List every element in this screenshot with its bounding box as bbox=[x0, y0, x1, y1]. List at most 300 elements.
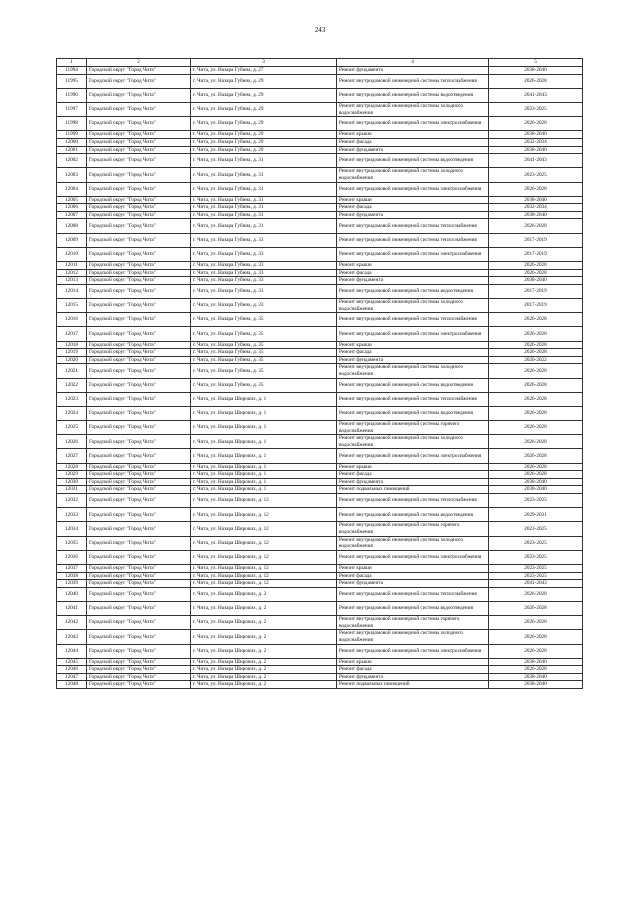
work-type-cell: Ремонт фасада bbox=[337, 349, 489, 357]
work-type-cell: Ремонт внутридомовой инженерной системы водоотведения bbox=[337, 378, 489, 392]
municipality-cell: Городской округ "Город Чита" bbox=[87, 673, 191, 681]
municipality-cell: Городской округ "Город Чита" bbox=[87, 421, 191, 435]
table-row bbox=[57, 211, 583, 219]
period-cell: 2023-2025 bbox=[489, 564, 583, 572]
municipality-cell: Городской округ "Город Чита" bbox=[87, 349, 191, 357]
table-row bbox=[57, 550, 583, 564]
municipality-cell: Городской округ "Город Чита" bbox=[87, 88, 191, 102]
period-cell: 2026-2028 bbox=[489, 313, 583, 327]
municipality-cell: Городской округ "Город Чита" bbox=[87, 117, 191, 131]
period-cell: 2026-2028 bbox=[489, 587, 583, 601]
table-row bbox=[57, 356, 583, 364]
municipality-cell: Городской округ "Город Чита" bbox=[87, 435, 191, 449]
address-cell: г. Чита, ул. Назара Широких, д. 1 bbox=[191, 486, 337, 494]
work-type-cell: Ремонт крыши bbox=[337, 658, 489, 666]
work-type-cell: Ремонт внутридомовой инженерной системы горячего водоснабжения bbox=[337, 522, 489, 536]
work-type-cell: Ремонт внутридомовой инженерной системы электроснабжения bbox=[337, 327, 489, 341]
table-row bbox=[57, 131, 583, 139]
address-cell: г. Чита, ул. Назара Губина, д. 31 bbox=[191, 204, 337, 212]
work-type-cell: Ремонт внутридомовой инженерной системы водоотведения bbox=[337, 601, 489, 615]
address-cell: г. Чита, ул. Назара Губина, д. 33 bbox=[191, 284, 337, 298]
table-row bbox=[57, 644, 583, 658]
address-cell: г. Чита, ул. Назара Губина, д. 35 bbox=[191, 313, 337, 327]
work-type-cell: Ремонт внутридомовой инженерной системы холодного водоснабжения bbox=[337, 435, 489, 449]
address-cell: г. Чита, ул. Назара Широких, д. 2 bbox=[191, 673, 337, 681]
address-cell: г. Чита, ул. Назара Губина, д. 33 bbox=[191, 299, 337, 313]
work-type-cell: Ремонт крыши bbox=[337, 463, 489, 471]
work-type-cell: Ремонт крыши bbox=[337, 131, 489, 139]
address-cell: г. Чита, ул. Назара Широких, д. 1 bbox=[191, 478, 337, 486]
record-number-cell: 12001 bbox=[57, 146, 87, 154]
municipality-cell: Городской округ "Город Чита" bbox=[87, 262, 191, 270]
municipality-cell: Городской округ "Город Чита" bbox=[87, 666, 191, 674]
municipality-cell: Городской округ "Город Чита" bbox=[87, 204, 191, 212]
address-cell: г. Чита, ул. Назара Губина, д. 35 bbox=[191, 349, 337, 357]
table-row bbox=[57, 681, 583, 689]
record-number-cell: 12031 bbox=[57, 486, 87, 494]
record-number-cell: 12018 bbox=[57, 341, 87, 349]
work-type-cell: Ремонт фасада bbox=[337, 204, 489, 212]
record-number-cell: 11994 bbox=[57, 67, 87, 75]
record-number-cell: 12048 bbox=[57, 681, 87, 689]
period-cell: 2038-2040 bbox=[489, 131, 583, 139]
municipality-cell: Городской округ "Город Чита" bbox=[87, 364, 191, 378]
table-row bbox=[57, 601, 583, 615]
work-type-cell: Ремонт внутридомовой инженерной системы водоотведения bbox=[337, 154, 489, 168]
table-row bbox=[57, 313, 583, 327]
record-number-cell: 12028 bbox=[57, 463, 87, 471]
table-row bbox=[57, 666, 583, 674]
record-number-cell: 12047 bbox=[57, 673, 87, 681]
table-row bbox=[57, 406, 583, 420]
work-type-cell: Ремонт внутридомовой инженерной системы электроснабжения bbox=[337, 182, 489, 196]
record-number-cell: 12042 bbox=[57, 616, 87, 630]
page-number: 243 bbox=[314, 26, 326, 34]
record-number-cell: 12043 bbox=[57, 630, 87, 644]
municipality-cell: Городской округ "Город Чита" bbox=[87, 508, 191, 522]
period-cell: 2026-2028 bbox=[489, 421, 583, 435]
record-number-cell: 12026 bbox=[57, 435, 87, 449]
work-type-cell: Ремонт внутридомовой инженерной системы водоотведения bbox=[337, 508, 489, 522]
municipality-cell: Городской округ "Город Чита" bbox=[87, 299, 191, 313]
work-type-cell: Ремонт подвальных помещений bbox=[337, 486, 489, 494]
record-number-cell: 12025 bbox=[57, 421, 87, 435]
table-row bbox=[57, 630, 583, 644]
period-cell: 2038-2040 bbox=[489, 211, 583, 219]
period-cell: 2026-2028 bbox=[489, 406, 583, 420]
period-cell: 2026-2028 bbox=[489, 262, 583, 270]
work-type-cell: Ремонт внутридомовой инженерной системы электроснабжения bbox=[337, 550, 489, 564]
municipality-cell: Городской округ "Город Чита" bbox=[87, 522, 191, 536]
work-type-cell: Ремонт фундамента bbox=[337, 211, 489, 219]
address-cell: г. Чита, ул. Назара Губина, д. 27 bbox=[191, 67, 337, 75]
address-cell: г. Чита, ул. Назара Широких, д. 2 bbox=[191, 601, 337, 615]
municipality-cell: Городской округ "Город Чита" bbox=[87, 196, 191, 204]
period-cell: 2026-2028 bbox=[489, 117, 583, 131]
period-cell: 2026-2028 bbox=[489, 449, 583, 463]
table-row bbox=[57, 392, 583, 406]
address-cell: г. Чита, ул. Назара Губина, д. 33 bbox=[191, 277, 337, 285]
record-number-cell: 12011 bbox=[57, 262, 87, 270]
work-type-cell: Ремонт фасада bbox=[337, 138, 489, 146]
municipality-cell: Городской округ "Город Чита" bbox=[87, 463, 191, 471]
period-cell: 2038-2040 bbox=[489, 486, 583, 494]
period-cell: 2032-2034 bbox=[489, 204, 583, 212]
record-number-cell: 12019 bbox=[57, 349, 87, 357]
table-row bbox=[57, 102, 583, 116]
municipality-cell: Городской округ "Город Чита" bbox=[87, 313, 191, 327]
address-cell: г. Чита, ул. Назара Губина, д. 31 bbox=[191, 196, 337, 204]
table-row bbox=[57, 269, 583, 277]
municipality-cell: Городской округ "Город Чита" bbox=[87, 138, 191, 146]
municipality-cell: Городской округ "Город Чита" bbox=[87, 630, 191, 644]
table-row bbox=[57, 327, 583, 341]
table-row bbox=[57, 146, 583, 154]
period-cell: 2026-2028 bbox=[489, 349, 583, 357]
record-number-cell: 12037 bbox=[57, 564, 87, 572]
record-number-cell: 12046 bbox=[57, 666, 87, 674]
work-type-cell: Ремонт внутридомовой инженерной системы холодного водоснабжения bbox=[337, 536, 489, 550]
work-type-cell: Ремонт фасада bbox=[337, 471, 489, 479]
municipality-cell: Городской округ "Город Чита" bbox=[87, 550, 191, 564]
table-row bbox=[57, 508, 583, 522]
municipality-cell: Городской округ "Город Чита" bbox=[87, 478, 191, 486]
period-cell: 2017-2019 bbox=[489, 233, 583, 247]
municipality-cell: Городской округ "Город Чита" bbox=[87, 356, 191, 364]
table-row bbox=[57, 219, 583, 233]
municipality-cell: Городской округ "Город Чита" bbox=[87, 564, 191, 572]
address-cell: г. Чита, ул. Назара Широких, д. 2 bbox=[191, 666, 337, 674]
table-row bbox=[57, 168, 583, 182]
address-cell: г. Чита, ул. Назара Губина, д. 29 bbox=[191, 131, 337, 139]
municipality-cell: Городской округ "Город Чита" bbox=[87, 277, 191, 285]
period-cell: 2017-2019 bbox=[489, 299, 583, 313]
record-number-cell: 12015 bbox=[57, 299, 87, 313]
work-type-cell: Ремонт внутридомовой инженерной системы теплоснабжения bbox=[337, 233, 489, 247]
address-cell: г. Чита, ул. Назара Губина, д. 31 bbox=[191, 219, 337, 233]
table-row bbox=[57, 378, 583, 392]
municipality-cell: Городской округ "Город Чита" bbox=[87, 327, 191, 341]
address-cell: г. Чита, ул. Назара Губина, д. 35 bbox=[191, 364, 337, 378]
municipality-cell: Городской округ "Город Чита" bbox=[87, 406, 191, 420]
record-number-cell: 12024 bbox=[57, 406, 87, 420]
municipality-cell: Городской округ "Город Чита" bbox=[87, 536, 191, 550]
work-type-cell: Ремонт внутридомовой инженерной системы электроснабжения bbox=[337, 247, 489, 261]
work-type-cell: Ремонт внутридомовой инженерной системы водоотведения bbox=[337, 284, 489, 298]
municipality-cell: Городской округ "Город Чита" bbox=[87, 681, 191, 689]
table-row bbox=[57, 486, 583, 494]
table-row bbox=[57, 277, 583, 285]
municipality-cell: Городской округ "Город Чита" bbox=[87, 211, 191, 219]
address-cell: г. Чита, ул. Назара Губина, д. 29 bbox=[191, 88, 337, 102]
municipality-cell: Городской округ "Город Чита" bbox=[87, 471, 191, 479]
column-header: 4 bbox=[337, 59, 489, 67]
column-header: 5 bbox=[489, 59, 583, 67]
record-number-cell: 11998 bbox=[57, 117, 87, 131]
table-row bbox=[57, 673, 583, 681]
municipality-cell: Городской округ "Город Чита" bbox=[87, 580, 191, 588]
table-row bbox=[57, 138, 583, 146]
address-cell: г. Чита, ул. Назара Губина, д. 33 bbox=[191, 233, 337, 247]
work-type-cell: Ремонт внутридомовой инженерной системы электроснабжения bbox=[337, 644, 489, 658]
municipality-cell: Городской округ "Город Чита" bbox=[87, 449, 191, 463]
address-cell: г. Чита, ул. Назара Губина, д. 31 bbox=[191, 211, 337, 219]
table-row bbox=[57, 74, 583, 88]
address-cell: г. Чита, ул. Назара Широких, д. 12 bbox=[191, 580, 337, 588]
table-row bbox=[57, 117, 583, 131]
record-number-cell: 12036 bbox=[57, 550, 87, 564]
work-type-cell: Ремонт внутридомовой инженерной системы горячего водоснабжения bbox=[337, 421, 489, 435]
table-row bbox=[57, 471, 583, 479]
table-row bbox=[57, 463, 583, 471]
address-cell: г. Чита, ул. Назара Широких, д. 1 bbox=[191, 406, 337, 420]
table-row bbox=[57, 587, 583, 601]
work-type-cell: Ремонт внутридомовой инженерной системы электроснабжения bbox=[337, 117, 489, 131]
period-cell: 2023-2025 bbox=[489, 168, 583, 182]
municipality-cell: Городской округ "Город Чита" bbox=[87, 572, 191, 580]
period-cell: 2026-2028 bbox=[489, 644, 583, 658]
period-cell: 2020-2022 bbox=[489, 356, 583, 364]
address-cell: г. Чита, ул. Назара Губина, д. 33 bbox=[191, 247, 337, 261]
address-cell: г. Чита, ул. Назара Широких, д. 1 bbox=[191, 471, 337, 479]
period-cell: 2026-2028 bbox=[489, 378, 583, 392]
address-cell: г. Чита, ул. Назара Широких, д. 2 bbox=[191, 587, 337, 601]
table-row bbox=[57, 449, 583, 463]
record-number-cell: 12010 bbox=[57, 247, 87, 261]
municipality-cell: Городской округ "Город Чита" bbox=[87, 341, 191, 349]
period-cell: 2038-2040 bbox=[489, 673, 583, 681]
address-cell: г. Чита, ул. Назара Губина, д. 33 bbox=[191, 262, 337, 270]
work-type-cell: Ремонт внутридомовой инженерной системы холодного водоснабжения bbox=[337, 168, 489, 182]
work-type-cell: Ремонт внутридомовой инженерной системы холодного водоснабжения bbox=[337, 630, 489, 644]
municipality-cell: Городской округ "Город Чита" bbox=[87, 644, 191, 658]
work-type-cell: Ремонт фасада bbox=[337, 269, 489, 277]
table-row bbox=[57, 435, 583, 449]
municipality-cell: Городской округ "Город Чита" bbox=[87, 269, 191, 277]
period-cell: 2038-2040 bbox=[489, 67, 583, 75]
municipality-cell: Городской округ "Город Чита" bbox=[87, 182, 191, 196]
table-row bbox=[57, 341, 583, 349]
period-cell: 2023-2025 bbox=[489, 550, 583, 564]
table-row bbox=[57, 67, 583, 75]
address-cell: г. Чита, ул. Назара Широких, д. 2 bbox=[191, 644, 337, 658]
address-cell: г. Чита, ул. Назара Губина, д. 31 bbox=[191, 182, 337, 196]
table-body bbox=[57, 59, 583, 689]
address-cell: г. Чита, ул. Назара Широких, д. 12 bbox=[191, 494, 337, 508]
record-number-cell: 12002 bbox=[57, 154, 87, 168]
address-cell: г. Чита, ул. Назара Широких, д. 1 bbox=[191, 392, 337, 406]
table-row bbox=[57, 233, 583, 247]
address-cell: г. Чита, ул. Назара Губина, д. 35 bbox=[191, 356, 337, 364]
municipality-cell: Городской округ "Город Чита" bbox=[87, 247, 191, 261]
record-number-cell: 12020 bbox=[57, 356, 87, 364]
period-cell: 2038-2040 bbox=[489, 277, 583, 285]
address-cell: г. Чита, ул. Назара Широких, д. 2 bbox=[191, 630, 337, 644]
record-number-cell: 12012 bbox=[57, 269, 87, 277]
record-number-cell: 12014 bbox=[57, 284, 87, 298]
address-cell: г. Чита, ул. Назара Широких, д. 12 bbox=[191, 564, 337, 572]
municipality-cell: Городской округ "Город Чита" bbox=[87, 102, 191, 116]
municipality-cell: Городской округ "Город Чита" bbox=[87, 616, 191, 630]
municipality-cell: Городской округ "Город Чита" bbox=[87, 486, 191, 494]
table-row bbox=[57, 536, 583, 550]
table-row bbox=[57, 522, 583, 536]
table-row bbox=[57, 616, 583, 630]
period-cell: 2026-2028 bbox=[489, 364, 583, 378]
municipality-cell: Городской округ "Город Чита" bbox=[87, 494, 191, 508]
address-cell: г. Чита, ул. Назара Губина, д. 29 bbox=[191, 138, 337, 146]
work-type-cell: Ремонт внутридомовой инженерной системы горячего водоснабжения bbox=[337, 616, 489, 630]
record-number-cell: 11996 bbox=[57, 88, 87, 102]
municipality-cell: Городской округ "Город Чита" bbox=[87, 601, 191, 615]
work-type-cell: Ремонт внутридомовой инженерной системы теплоснабжения bbox=[337, 219, 489, 233]
address-cell: г. Чита, ул. Назара Широких, д. 2 bbox=[191, 616, 337, 630]
work-type-cell: Ремонт внутридомовой инженерной системы холодного водоснабжения bbox=[337, 299, 489, 313]
period-cell: 2026-2028 bbox=[489, 471, 583, 479]
municipality-cell: Городской округ "Город Чита" bbox=[87, 219, 191, 233]
address-cell: г. Чита, ул. Назара Широких, д. 12 bbox=[191, 508, 337, 522]
record-number-cell: 12044 bbox=[57, 644, 87, 658]
record-number-cell: 12021 bbox=[57, 364, 87, 378]
address-cell: г. Чита, ул. Назара Губина, д. 29 bbox=[191, 102, 337, 116]
address-cell: г. Чита, ул. Назара Широких, д. 1 bbox=[191, 463, 337, 471]
period-cell: 2026-2028 bbox=[489, 219, 583, 233]
period-cell: 2026-2028 bbox=[489, 463, 583, 471]
work-type-cell: Ремонт внутридомовой инженерной системы водоотведения bbox=[337, 406, 489, 420]
table-row bbox=[57, 284, 583, 298]
table-row bbox=[57, 572, 583, 580]
period-cell: 2026-2028 bbox=[489, 616, 583, 630]
record-number-cell: 12022 bbox=[57, 378, 87, 392]
column-header: 2 bbox=[87, 59, 191, 67]
address-cell: г. Чита, ул. Назара Широких, д. 12 bbox=[191, 522, 337, 536]
municipality-cell: Городской округ "Город Чита" bbox=[87, 587, 191, 601]
table-row bbox=[57, 364, 583, 378]
address-cell: г. Чита, ул. Назара Широких, д. 1 bbox=[191, 449, 337, 463]
column-header: 1 bbox=[57, 59, 87, 67]
address-cell: г. Чита, ул. Назара Широких, д. 1 bbox=[191, 435, 337, 449]
work-type-cell: Ремонт фундамента bbox=[337, 673, 489, 681]
record-number-cell: 12006 bbox=[57, 204, 87, 212]
work-type-cell: Ремонт внутридомовой инженерной системы теплоснабжения bbox=[337, 587, 489, 601]
record-number-cell: 12041 bbox=[57, 601, 87, 615]
address-cell: г. Чита, ул. Назара Широких, д. 12 bbox=[191, 536, 337, 550]
period-cell: 2041-2043 bbox=[489, 88, 583, 102]
record-number-cell: 12000 bbox=[57, 138, 87, 146]
municipality-cell: Городской округ "Город Чита" bbox=[87, 392, 191, 406]
table-row bbox=[57, 494, 583, 508]
period-cell: 2023-2025 bbox=[489, 522, 583, 536]
municipality-cell: Городской округ "Город Чита" bbox=[87, 284, 191, 298]
period-cell: 2041-2043 bbox=[489, 580, 583, 588]
municipality-cell: Городской округ "Город Чита" bbox=[87, 131, 191, 139]
work-type-cell: Ремонт внутридомовой инженерной системы теплоснабжения bbox=[337, 313, 489, 327]
repair-schedule-table bbox=[56, 58, 583, 689]
municipality-cell: Городской округ "Город Чита" bbox=[87, 154, 191, 168]
record-number-cell: 12033 bbox=[57, 508, 87, 522]
work-type-cell: Ремонт внутридомовой инженерной системы холодного водоснабжения bbox=[337, 364, 489, 378]
record-number-cell: 12017 bbox=[57, 327, 87, 341]
address-cell: г. Чита, ул. Назара Широких, д. 2 bbox=[191, 658, 337, 666]
work-type-cell: Ремонт фундамента bbox=[337, 277, 489, 285]
work-type-cell: Ремонт фундамента bbox=[337, 478, 489, 486]
record-number-cell: 12040 bbox=[57, 587, 87, 601]
municipality-cell: Городской округ "Город Чита" bbox=[87, 658, 191, 666]
period-cell: 2038-2040 bbox=[489, 681, 583, 689]
period-cell: 2029-2031 bbox=[489, 508, 583, 522]
municipality-cell: Городской округ "Город Чита" bbox=[87, 168, 191, 182]
record-number-cell: 12030 bbox=[57, 478, 87, 486]
period-cell: 2026-2028 bbox=[489, 182, 583, 196]
table-row bbox=[57, 196, 583, 204]
record-number-cell: 12005 bbox=[57, 196, 87, 204]
period-cell: 2038-2040 bbox=[489, 658, 583, 666]
address-cell: г. Чита, ул. Назара Широких, д. 12 bbox=[191, 550, 337, 564]
work-type-cell: Ремонт крыши bbox=[337, 196, 489, 204]
address-cell: г. Чита, ул. Назара Губина, д. 29 bbox=[191, 74, 337, 88]
period-cell: 2026-2028 bbox=[489, 435, 583, 449]
work-type-cell: Ремонт крыши bbox=[337, 341, 489, 349]
period-cell: 2017-2019 bbox=[489, 247, 583, 261]
record-number-cell: 12029 bbox=[57, 471, 87, 479]
period-cell: 2026-2028 bbox=[489, 392, 583, 406]
table-row bbox=[57, 182, 583, 196]
record-number-cell: 12008 bbox=[57, 219, 87, 233]
work-type-cell: Ремонт фундамента bbox=[337, 67, 489, 75]
table-row bbox=[57, 478, 583, 486]
address-cell: г. Чита, ул. Назара Губина, д. 31 bbox=[191, 168, 337, 182]
address-cell: г. Чита, ул. Назара Губина, д. 35 bbox=[191, 378, 337, 392]
period-cell: 2023-2025 bbox=[489, 572, 583, 580]
record-number-cell: 12016 bbox=[57, 313, 87, 327]
period-cell: 2026-2028 bbox=[489, 630, 583, 644]
period-cell: 2026-2028 bbox=[489, 327, 583, 341]
record-number-cell: 12027 bbox=[57, 449, 87, 463]
period-cell: 2038-2040 bbox=[489, 146, 583, 154]
table-row bbox=[57, 658, 583, 666]
period-cell: 2038-2040 bbox=[489, 478, 583, 486]
period-cell: 2041-2043 bbox=[489, 154, 583, 168]
address-cell: г. Чита, ул. Назара Губина, д. 35 bbox=[191, 341, 337, 349]
work-type-cell: Ремонт фундамента bbox=[337, 356, 489, 364]
record-number-cell: 12035 bbox=[57, 536, 87, 550]
period-cell: 2026-2028 bbox=[489, 341, 583, 349]
address-cell: г. Чита, ул. Назара Губина, д. 29 bbox=[191, 146, 337, 154]
record-number-cell: 12034 bbox=[57, 522, 87, 536]
period-cell: 2023-2025 bbox=[489, 494, 583, 508]
address-cell: г. Чита, ул. Назара Губина, д. 33 bbox=[191, 269, 337, 277]
period-cell: 2026-2028 bbox=[489, 74, 583, 88]
record-number-cell: 12013 bbox=[57, 277, 87, 285]
period-cell: 2023-2025 bbox=[489, 536, 583, 550]
table-row bbox=[57, 299, 583, 313]
work-type-cell: Ремонт внутридомовой инженерной системы теплоснабжения bbox=[337, 392, 489, 406]
record-number-cell: 11997 bbox=[57, 102, 87, 116]
municipality-cell: Городской округ "Город Чита" bbox=[87, 74, 191, 88]
table-row bbox=[57, 247, 583, 261]
address-cell: г. Чита, ул. Назара Губина, д. 35 bbox=[191, 327, 337, 341]
period-cell: 2026-2028 bbox=[489, 601, 583, 615]
municipality-cell: Городской округ "Город Чита" bbox=[87, 67, 191, 75]
work-type-cell: Ремонт внутридомовой инженерной системы холодного водоснабжения bbox=[337, 102, 489, 116]
record-number-cell: 12039 bbox=[57, 580, 87, 588]
address-cell: г. Чита, ул. Назара Широких, д. 1 bbox=[191, 421, 337, 435]
work-type-cell: Ремонт внутридомовой инженерной системы водоотведения bbox=[337, 88, 489, 102]
period-cell: 2026-2028 bbox=[489, 269, 583, 277]
work-type-cell: Ремонт крыши bbox=[337, 262, 489, 270]
table-row bbox=[57, 88, 583, 102]
address-cell: г. Чита, ул. Назара Широких, д. 2 bbox=[191, 681, 337, 689]
